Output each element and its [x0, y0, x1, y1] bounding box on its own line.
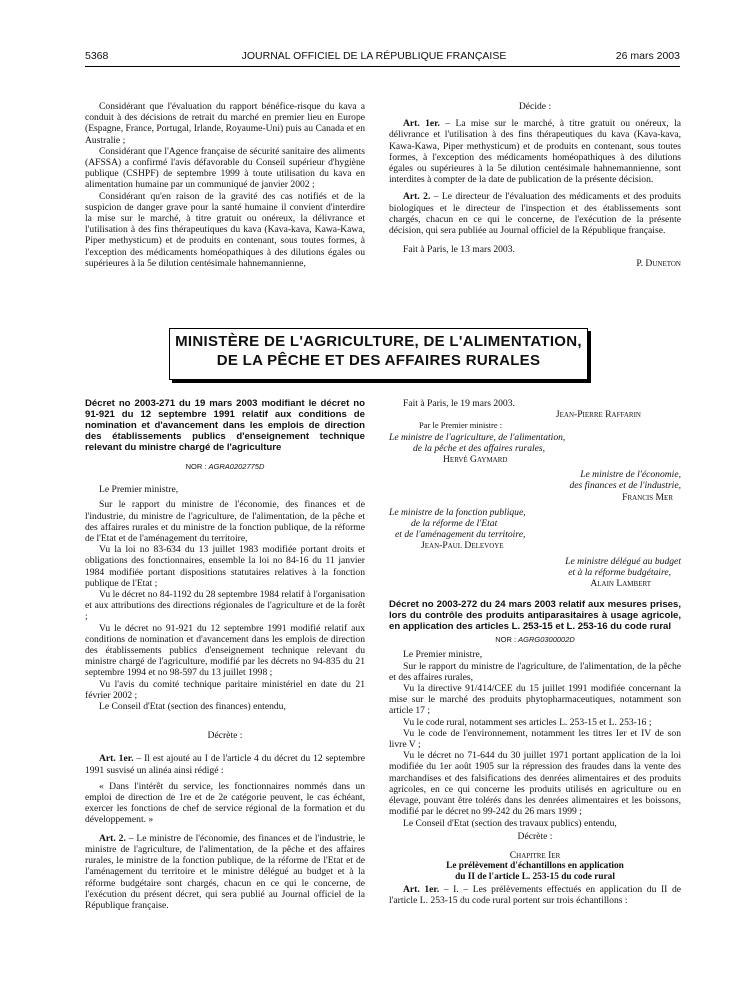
article-2 — [389, 191, 681, 236]
article-1-text: – I. – Les prélèvements effectués en application du II de l'article L. 253-15 du code rural portent sur trois échantillons : — [389, 883, 681, 906]
article-2-label: Art. 2. — [99, 832, 126, 844]
nor-label: NOR : — [495, 635, 519, 645]
signature-name: P. Duneton — [636, 258, 681, 270]
considerant-paragraph: Considérant qu'en raison de la gravité des cas notifiés et de la suspicion de danger grave pour la santé humaine il convient d'interdire la mise sur le marché, à titre gratuit ou onéreux, la délivrance et l'utilisation à des fins thérapeutiques du kava (Kava-kava, Kawa-Kawa, Piper methysticum) et de produits en contenant, sous toutes formes, à l'exception des médicaments homéopathiques à des dilutions égales ou supérieures à la 5e dilution centésimale hahnemannienne, — [85, 190, 365, 269]
page-number: 5368 — [85, 50, 109, 62]
decree-1-title: Décret no 2003-271 du 19 mars 2003 modifiant le décret no 91-921 du 12 septembre 1991 relatif aux conditions de nomination et d'avancement dans les emplois de direction des établissements publics d'enseignement technique relevant du ministre chargé de l'agriculture — [85, 398, 365, 453]
minister-title: et à la réforme budgétaire, — [568, 566, 671, 578]
decree-1-nor — [85, 461, 365, 472]
decree-paragraph: Le Conseil d'Etat (section des travaux publics) entendu, — [403, 817, 617, 829]
minister-name: Francis Mer — [622, 491, 673, 503]
decree-1-column — [85, 398, 365, 911]
decree-paragraph: Vu le décret no 71-644 du 30 juillet 1971 portant application de la loi modifiée du 1er août 1905 sur la répression des fraudes dans la vente des marchandises et des falsifications des denrées alimentaires et des produits agricoles, en ce qui concerne les produits utilisés en agriculture ou en élevage, pouvant être tolérés dans les denrées alimentaires et les boissons, modifié par le décret no 99-242 du 26 mars 1999 ; — [389, 750, 681, 818]
chapter-title: Le prélèvement d'échantillons en application — [446, 861, 624, 872]
decree-paragraph: Vu la loi no 83-634 du 13 juillet 1983 modifiée portant droits et obligations des fonctionnaires, ensemble la loi no 84-16 du 11 janvier 1984 modifiée portant dispositions statutaires relatives à la fonction publique de l'Etat ; — [85, 544, 365, 589]
top-right-column — [389, 101, 681, 270]
nor-label: NOR : — [185, 462, 209, 471]
decree-paragraph: Vu l'avis du comité technique paritaire ministériel en date du 21 février 2002 ; — [85, 678, 365, 701]
considerant-paragraph: Considérant que l'évaluation du rapport bénéfice-risque du kava a conduit à des décisions de retrait du marché en premier lieu en Europe (Espagne, France, Portugal, Irlande, Royaume-Uni) puis au Canada et en Australie ; — [85, 101, 365, 146]
decree-paragraph: Vu le code rural, notamment ses articles L. 253-15 et L. 253-16 ; — [403, 716, 652, 728]
decrete-heading: Décrète : — [207, 730, 243, 742]
decree-paragraph: Vu le décret no 84-1192 du 28 septembre 1984 relatif à l'organisation et aux attributions des directions régionales de l'agriculture et de la forêt ; — [85, 589, 365, 623]
article-1-text: – La mise sur le marché, à titre gratuit ou onéreux, la délivrance et l'utilisation à des fins thérapeutiques du kava (Kava-kava, Kawa-Kawa, Piper methysticum) et de produits en contenant, sous toutes formes, à l'exception des médicaments homéopathiques à des dilutions égales ou supérieures à la 5e dilution centésimale hahnemannienne, sont interdites à compter de la date de publication de la présente décision. — [389, 118, 681, 186]
minister-title: des finances et de l'industrie, — [569, 480, 681, 492]
article-1-label: Art. 1er. — [403, 883, 440, 895]
ministry-heading-line-1: MINISTÈRE DE L'AGRICULTURE, DE L'ALIMENTATION, — [175, 333, 582, 350]
decree-1-article-1 — [85, 753, 365, 775]
signature-block — [389, 398, 681, 589]
decree-paragraph: Vu le code de l'environnement, notamment les titres Ier et IV de son livre V ; — [389, 727, 681, 751]
decree-2-nor — [389, 634, 681, 645]
decree-paragraph: Vu le décret no 91-921 du 12 septembre 1991 modifié relatif aux conditions de nomination et d'avancement dans les emplois de direction des établissements publics d'enseignement technique relevant du ministre chargé de l'agriculture, modifié par les décrets no 94-835 du 21 septembre 1994 et no 98-597 du 13 juillet 1998 ; — [85, 622, 365, 679]
minister-name: Hervé Gaymard — [443, 454, 508, 466]
decree-2-title: Décret no 2003-272 du 24 mars 2003 relatif aux mesures prises, lors du contrôle des produits antiparasitaires à usage agricole, en application des articles L. 253-15 et L. 253-16 du code rural — [389, 599, 681, 633]
decree-2-column — [389, 398, 681, 906]
article-1-label: Art. 1er. — [403, 118, 440, 130]
decree-paragraph: Sur le rapport du ministre de l'économie, des finances et de l'industrie, du ministre de l'agriculture, de l'alimentation, de la pêche et des affaires rurales et du ministre de la fonction publique, de la réforme de l'Etat et de l'aménagement du territoire, — [85, 499, 365, 545]
minister-title: et de l'aménagement du territoire, — [395, 529, 526, 541]
ministry-heading-box — [169, 328, 588, 380]
decree-2-article-1 — [389, 884, 681, 906]
minister-title: Le ministre de la fonction publique, — [389, 506, 526, 518]
decree-paragraph: Le Conseil d'Etat (section des finances) entendu, — [99, 701, 286, 713]
decrete-heading: Décrète : — [517, 830, 553, 842]
article-2-text: – Le directeur de l'évaluation des médicaments et des produits biologiques et le directeur de l'inspection et des établissements sont chargés, chacun en ce qui le concerne, de l'exécution de la présente décision, qui sera publiée au Journal officiel de la République française. — [389, 191, 681, 237]
article-1 — [389, 118, 681, 185]
issue-date: 26 mars 2003 — [615, 50, 680, 62]
nor-code: AGRA0202775D — [208, 462, 265, 471]
journal-title: JOURNAL OFFICIEL DE LA RÉPUBLIQUE FRANÇAISE — [241, 50, 507, 62]
considerant-paragraph: Considérant que l'Agence française de sécurité sanitaire des aliments (AFSSA) a confirmé l'avis défavorable du Conseil supérieur d'hygiène publique (CSHPF) de septembre 1999 à toute utilisation du kava en alimentation humaine par un communiqué de janvier 2002 ; — [85, 145, 365, 191]
article-2-label: Art. 2. — [403, 191, 431, 203]
decree-1-article-2 — [85, 833, 365, 911]
decree-paragraph: Le Premier ministre, — [403, 649, 483, 661]
article-1-label: Art. 1er. — [99, 753, 134, 765]
decide-heading: Décide : — [518, 101, 552, 112]
minister-name: Alain Lambert — [590, 578, 651, 590]
article-1-text: – Il est ajouté au I de l'article 4 du décret du 12 septembre 1991 susvisé un alinéa ainsi rédigé : — [85, 753, 365, 776]
chapter-heading: Chapitre Ier — [509, 849, 561, 861]
minister-title: de la réforme de l'Etat — [411, 518, 498, 530]
ministry-heading-line-2: DE LA PÊCHE ET DES AFFAIRES RURALES — [216, 352, 541, 369]
minister-title: de la pêche et des affaires rurales, — [413, 442, 546, 454]
minister-title: Le ministre délégué au budget — [565, 555, 681, 567]
article-2-text: – Le ministre de l'économie, des finances et de l'industrie, le ministre de l'agriculture, de l'alimentation, de la pêche et des affaires rurales, le ministre de la fonction publique, de la réforme de l'Etat et de l'aménagement du territoire et le ministre délégué au budget et à la réforme budgétaire sont chargés, chacun en ce qui le concerne, de l'exécution du présent décret, qui sera publié au Journal officiel de la République française. — [85, 832, 366, 911]
decree-paragraph: Sur le rapport du ministre de l'agriculture, de l'alimentation, de la pêche et des affaires rurales, — [389, 660, 681, 683]
par-le-premier-ministre: Par le Premier ministre : — [419, 420, 503, 431]
nor-code: AGRG0300002D — [518, 635, 575, 645]
fait-a-paris: Fait à Paris, le 13 mars 2003. — [403, 244, 515, 256]
decree-paragraph: Le Premier ministre, — [99, 484, 179, 496]
header-rule — [85, 66, 680, 67]
chapter-title: du II de l'article L. 253-15 du code rural — [455, 872, 615, 883]
minister-name: Jean-Paul Delevoye — [421, 540, 504, 552]
decree-1-article-1-quote: « Dans l'intérêt du service, les fonctionnaires nommés dans un emploi de direction de 1re et de 2e catégorie peuvent, le cas échéant, exercer les fonctions de chef de service régional de la formation et du développement. » — [85, 780, 365, 826]
fait-a-paris: Fait à Paris, le 19 mars 2003. — [403, 398, 515, 409]
pm-name: Jean-Pierre Raffarin — [555, 409, 641, 421]
decree-paragraph: Vu la directive 91/414/CEE du 15 juillet 1991 modifiée concernant la mise sur le marché des produits phytopharmaceutiques, notamment son article 17 ; — [389, 683, 681, 717]
minister-title: Le ministre de l'agriculture, de l'alimentation, — [389, 431, 566, 443]
page-header — [0, 50, 748, 64]
top-left-column — [85, 101, 365, 269]
minister-title: Le ministre de l'économie, — [580, 469, 681, 481]
